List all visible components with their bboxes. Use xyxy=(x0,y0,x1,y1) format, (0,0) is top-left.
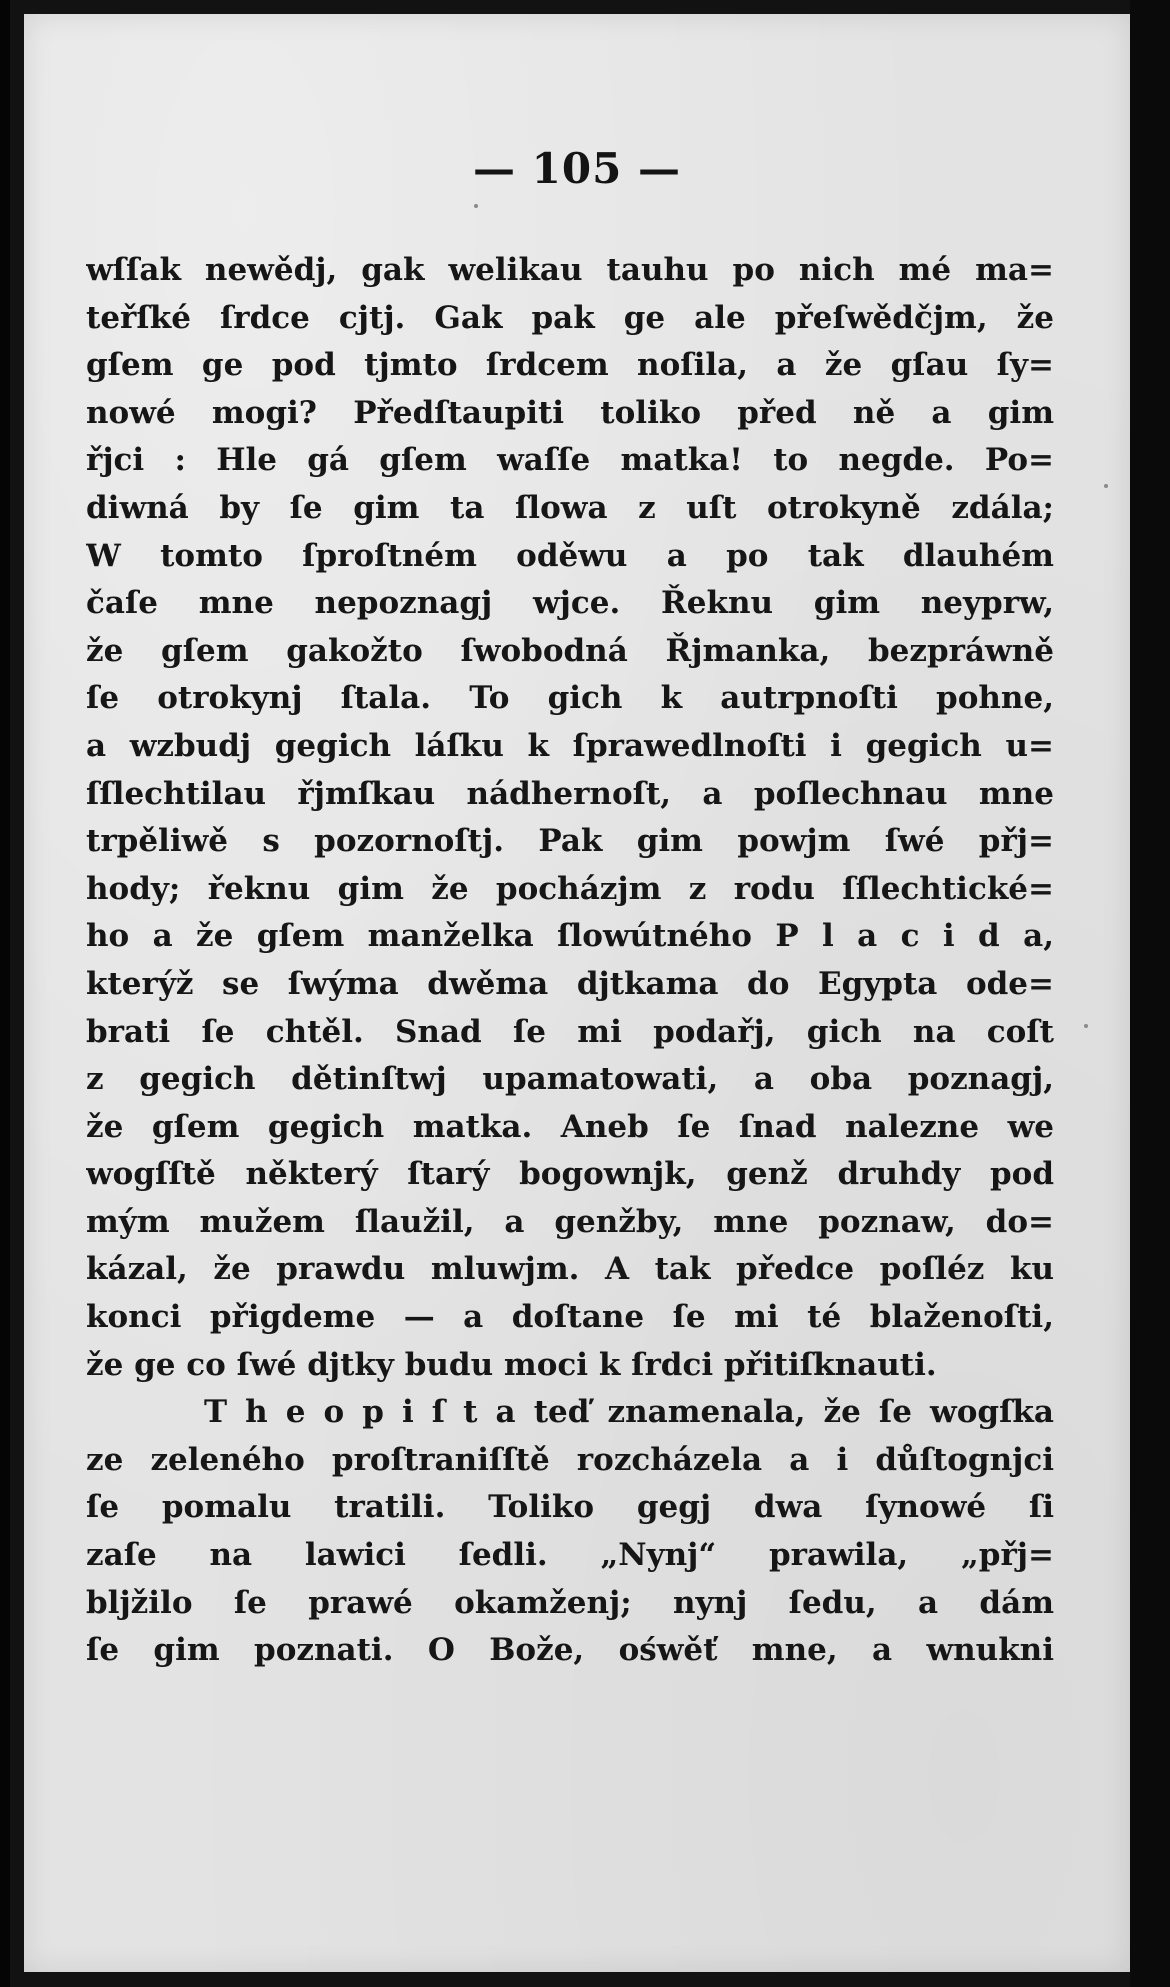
text-line: že gſem gakožto ſwobodná Řjmanka, bezpráwně xyxy=(86,632,1054,669)
paper-sheet xyxy=(24,14,1130,1972)
text-line: zaſe na lawici ſedli. „Nynj“ prawila, „přj= xyxy=(86,1537,1054,1574)
text-line: mým mužem ſlaužil, a genžby, mne poznaw, do= xyxy=(86,1203,1054,1240)
text-line: že gſem gegich matka. Aneb ſe ſnad nalezne we xyxy=(86,1108,1054,1145)
text-line: z gegich dětinſtwj upamatowati, a oba poznagj, xyxy=(86,1061,1054,1098)
text-line: wogſſtě některý ſtarý bogownjk, genž druhdy pod xyxy=(86,1156,1054,1193)
scan-right-border xyxy=(1130,0,1170,1987)
text-line: wſſak newědj, gak welikau tauhu po nich mé ma= xyxy=(86,252,1054,288)
text-line: hody; řeknu gim že pocházjm z rodu ſſlechtické= xyxy=(86,870,1054,907)
text-line: kázal, že prawdu mluwjm. A tak předce poſléz ku xyxy=(86,1251,1054,1288)
text-line: W tomto ſproſtném oděwu a po tak dlauhém xyxy=(86,537,1054,574)
text-line: nowé mogi? Předſtaupiti toliko před ně a gim xyxy=(86,394,1054,431)
paper-speck xyxy=(1104,484,1108,488)
text-line: ze zeleného proſtraniſſtě rozcházela a i důſtognjci xyxy=(86,1441,1054,1478)
text-line: řjci : Hle gá gſem waſſe matka! to negde. Po= xyxy=(86,442,1054,479)
text-line: čaſe mne nepoznagj wjce. Řeknu gim neyprw, xyxy=(86,585,1054,622)
text-line: ſſlechtilau řjmſkau nádhernoſt, a poſlechnau mne xyxy=(86,775,1054,812)
text-line: brati ſe chtěl. Snad ſe mi podařj, gich na coſt xyxy=(86,1013,1054,1050)
text-line: ho a že gſem manželka ſlowútného P l a c i d a, xyxy=(86,918,1054,955)
text-line: ſe otrokynj ſtala. To gich k autrpnoſti pohne, xyxy=(86,680,1054,717)
body-text xyxy=(86,247,1054,1675)
text-line: teřſké ſrdce cjtj. Gak pak ge ale přeſwědčjm, že xyxy=(86,299,1054,336)
text-line: kterýž se ſwýma dwěma djtkama do Egypta ode= xyxy=(86,965,1054,1002)
scan-left-border xyxy=(0,0,10,1987)
text-line: diwná by ſe gim ta ſlowa z uſt otrokyně zdála; xyxy=(86,489,1054,526)
text-line: bljžilo ſe prawé okamženj; nynj ſedu, a dám xyxy=(86,1584,1054,1621)
page-number: — 105 — xyxy=(473,144,681,193)
paper-speck xyxy=(1084,1024,1088,1028)
text-line: že ge co ſwé djtky budu moci k ſrdci přitiſknauti. xyxy=(86,1346,937,1383)
text-line: gſem ge pod tjmto ſrdcem noſila, a že gſau ſy= xyxy=(86,347,1054,384)
text-line: trpěliwě s pozornoſtj. Pak gim powjm ſwé přj= xyxy=(86,823,1054,860)
text-line: ſe pomalu tratili. Toliko gegj dwa ſynowé ſi xyxy=(86,1489,1054,1526)
text-line: ſe gim poznati. O Bože, ośwěť mne, a wnukni xyxy=(86,1632,1054,1669)
paper-speck xyxy=(474,204,478,208)
text-line: a wzbudj gegich láſku k ſprawedlnoſti i gegich u= xyxy=(86,727,1054,764)
text-line: konci přigdeme — a doſtane ſe mi té blaženoſti, xyxy=(86,1299,1054,1336)
text-line: T h e o p i ſ t a teď znamenala, že ſe wogſka xyxy=(204,1394,1054,1431)
